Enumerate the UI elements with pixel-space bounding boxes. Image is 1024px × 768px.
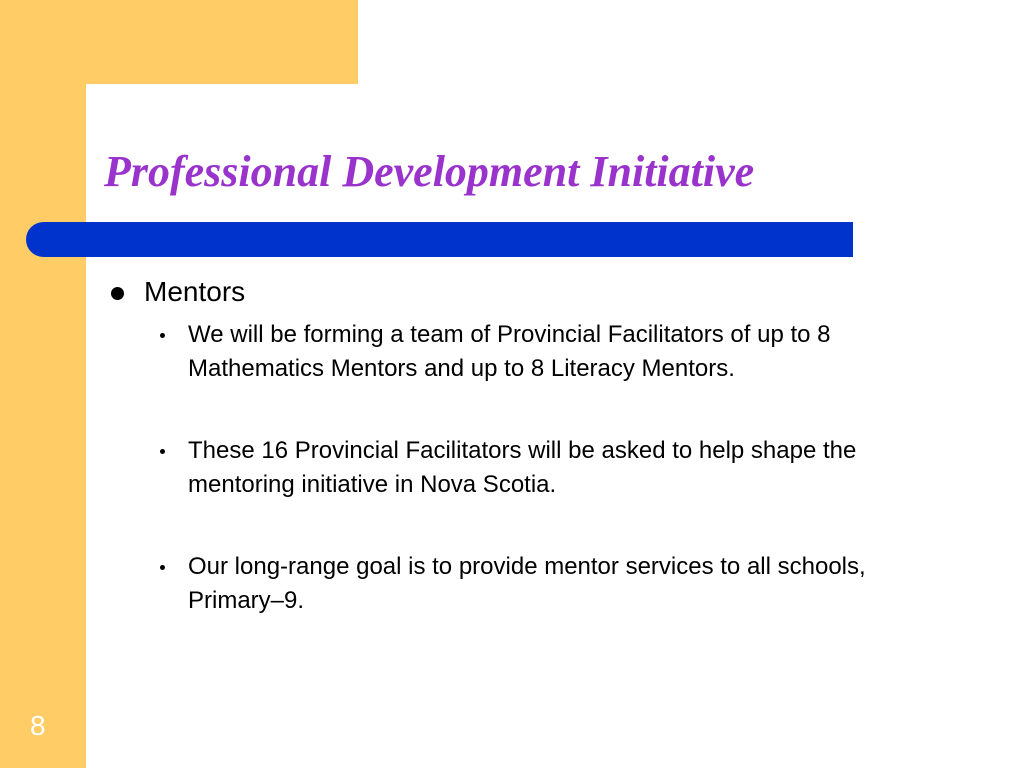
bullet-dot-icon — [111, 287, 124, 300]
sub-bullet — [104, 434, 948, 502]
sub-bullet-dot-icon — [160, 449, 165, 454]
slide-content — [104, 270, 984, 666]
sub-bullet — [104, 318, 948, 386]
slide-number: 8 — [30, 710, 46, 741]
sub-bullet-text: Our long-range goal is to provide mentor services to all schools, Primary–9. — [188, 553, 866, 614]
bullet-level1 — [104, 270, 984, 314]
top-accent-band — [0, 0, 358, 84]
sub-bullet-dot-icon — [160, 333, 165, 338]
sub-bullet-list — [104, 318, 984, 618]
left-accent-band — [0, 0, 86, 768]
sub-bullet-text: These 16 Provincial Facilitators will be asked to help shape the mentoring initiative in Nova Scotia. — [188, 437, 857, 498]
title-underline-bar — [26, 222, 853, 257]
bullet-heading: Mentors — [144, 276, 246, 307]
sub-bullet-text: We will be forming a team of Provincial Facilitators of up to 8 Mathematics Mentors and up to 8 Literacy Mentors. — [188, 321, 831, 382]
sub-bullet-dot-icon — [160, 565, 165, 570]
sub-bullet — [104, 550, 948, 618]
slide-title: Professional Development Initiative — [104, 147, 755, 196]
